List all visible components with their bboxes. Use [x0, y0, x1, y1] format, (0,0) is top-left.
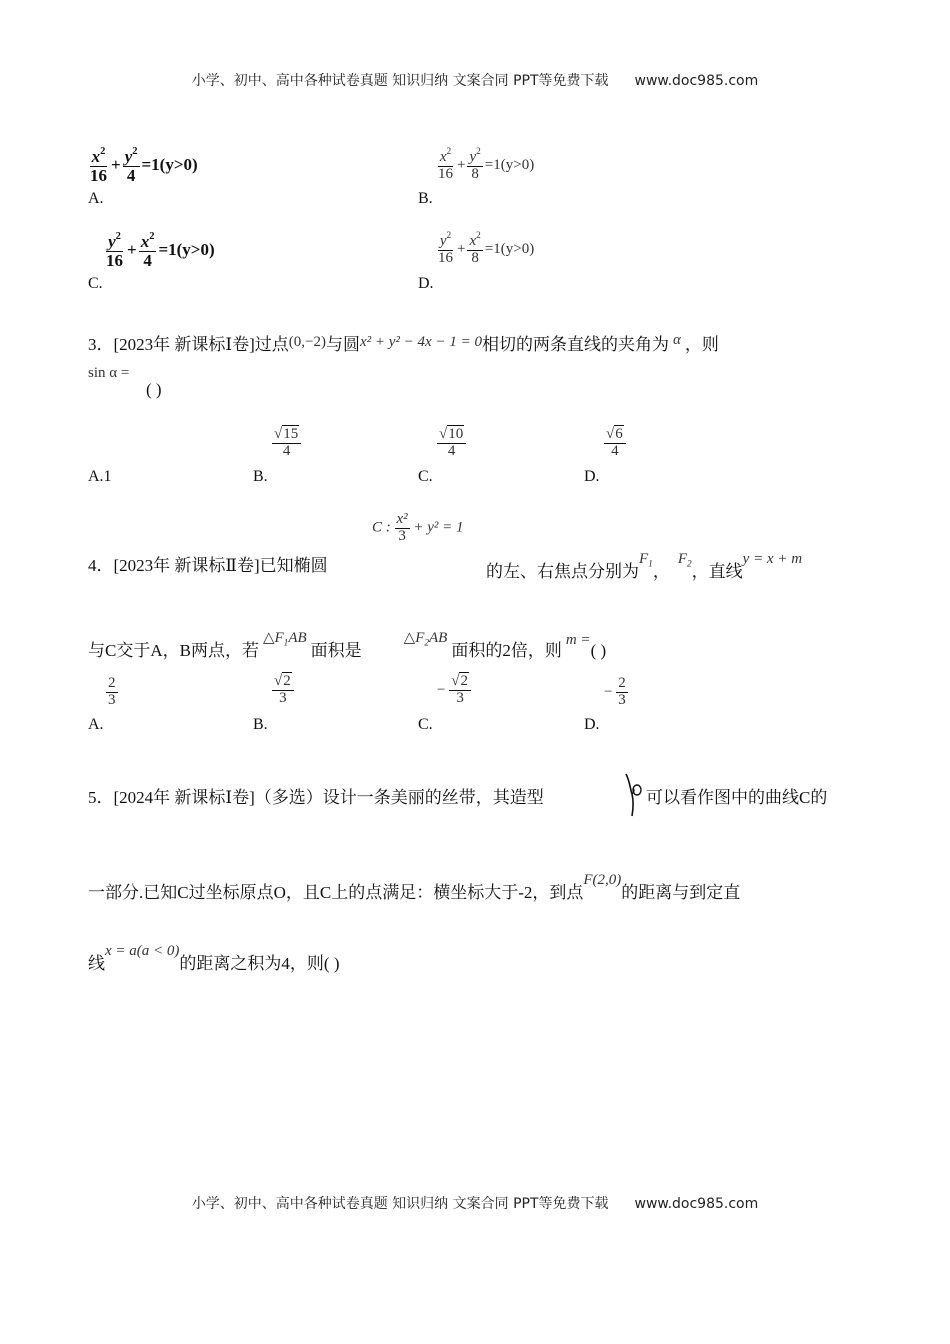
footer-text: 小学、初中、高中各种试卷真题 知识归纳 文案合同 PPT等免费下载 — [191, 1196, 609, 1212]
q2-option-a-label: A. — [88, 190, 104, 207]
q3-option-c-label: C. — [418, 468, 433, 485]
q4-option-d-label: D. — [584, 716, 600, 733]
q5-stem-line2: 一部分.已知C过坐标原点O，且C上的点满足：横坐标大于-2，到点F(2,0)的距离与到定直 — [88, 872, 741, 902]
q2-option-b-label: B. — [418, 190, 433, 207]
ribbon-curve-icon — [622, 772, 646, 818]
q3-option-a: A.1 — [88, 468, 112, 485]
q3-option-b-value: $\frac{√15}{4}$ — [272, 427, 301, 460]
q3-option-b-label: B. — [253, 468, 268, 485]
q3-stem-line1: 3．[2023年 新课标Ⅰ卷]过点(0,−2)与圆x² + y² − 4x − 1 = 0相切的两条直线的夹角为 α ，则 — [88, 332, 719, 354]
header-site: www.doc985.com — [634, 73, 759, 89]
q2-option-c: $\frac{y^2}{16}$ + $\frac{x^2}{4}$ =1(y>0) — [106, 231, 215, 270]
q4-option-b-label: B. — [253, 716, 268, 733]
header-text: 小学、初中、高中各种试卷真题 知识归纳 文案合同 PPT等免费下载 — [191, 73, 609, 89]
q2-option-a: $\frac{x^2}{16}$ + $\frac{y^2}{4}$ =1(y>0) — [90, 146, 198, 185]
q4-option-d-value: − $\frac{2}{3}$ — [604, 675, 626, 708]
page-footer — [0, 1193, 950, 1213]
q4-option-b-value: $\frac{√2}{3}$ — [272, 674, 294, 707]
q4-stem-line1-b: 的左、右焦点分别为$F_1$，$F_2$，直线y = x + m — [486, 551, 803, 581]
q4-stem-line1-a: 4．[2023年 新课标Ⅱ卷]已知椭圆 — [88, 556, 328, 575]
q2-option-d-label: D. — [418, 275, 434, 292]
q3-option-d-label: D. — [584, 468, 600, 485]
q2-option-c-label: C. — [88, 275, 103, 292]
q5-stem-line3: 线x = a(a < 0)的距离之积为4，则( ) — [88, 943, 340, 973]
q4-option-c-value: − $\frac{√2}{3}$ — [437, 674, 471, 707]
q4-option-c-label: C. — [418, 716, 433, 733]
q4-stem-line2: 与C交于A，B两点，若$\triangle F_1AB$面积是$\triangle F_2AB$面积的2倍，则m =( ) — [88, 630, 607, 660]
q2-option-b: $\frac{x^2}{16}$ + $\frac{y^2}{8}$ =1(y>0) — [438, 147, 535, 182]
q3-option-d-value: $\frac{√6}{4}$ — [604, 427, 626, 460]
q3-option-c-value: $\frac{√10}{4}$ — [437, 427, 466, 460]
q2-option-d: $\frac{y^2}{16}$ + $\frac{x^2}{8}$ =1(y>0) — [438, 231, 535, 266]
page-header — [0, 70, 950, 90]
q4-ellipse-eq: C : $\frac{\text{x²}}{3}$ + y² = 1 — [372, 511, 464, 544]
q3-answer-paren: ( ) — [146, 380, 162, 399]
q5-stem-line1-a: 5．[2024年 新课标Ⅰ卷]（多选）设计一条美丽的丝带，其造型 — [88, 788, 544, 807]
footer-site: www.doc985.com — [634, 1196, 759, 1212]
q3-sin-expr: sin α = — [88, 365, 130, 381]
q4-option-a-value: $\frac{2}{3}$ — [108, 675, 116, 708]
q5-stem-line1-b: 可以看作图中的曲线C的 — [646, 788, 828, 807]
q4-option-a-label: A. — [88, 716, 104, 733]
